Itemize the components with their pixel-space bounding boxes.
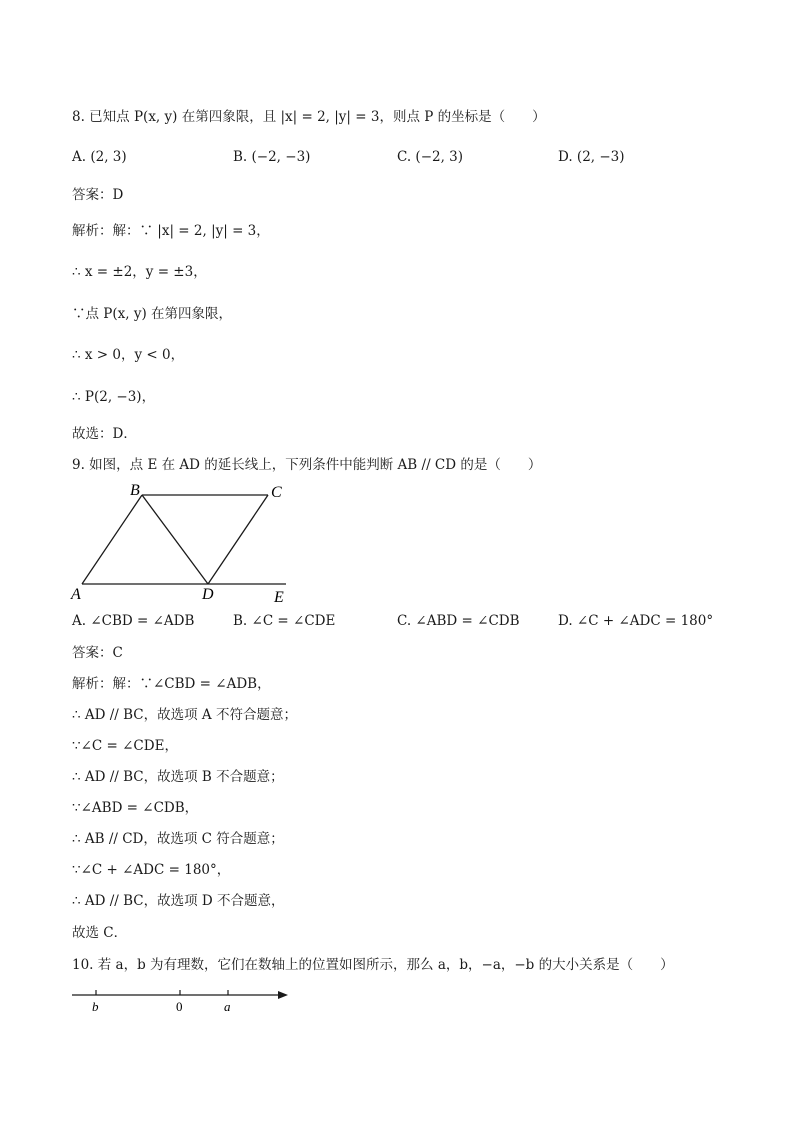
q9-option-b: B. ∠C = ∠CDE	[233, 613, 336, 629]
q9-option-d: D. ∠C + ∠ADC = 180°	[558, 613, 714, 629]
segment-cd	[208, 495, 268, 584]
q8-step-3: ∵点 P(x, y) 在第四象限，	[72, 306, 233, 322]
q10-stem: 10. 若 a，b 为有理数，它们在数轴上的位置如图所示，那么 a，b，−a，−b 的大小关系是（ ）	[72, 957, 674, 973]
label-c: C	[271, 484, 282, 501]
q9-stem: 9. 如图，点 E 在 AD 的延长线上，下列条件中能判断 AB // CD 的是（ ）	[72, 457, 542, 473]
q8-step-2: ∴ x = ±2，y = ±3，	[72, 264, 207, 280]
q9-step-6: ∴ AB // CD，故选项 C 符合题意；	[72, 831, 284, 847]
q9-step-4: ∴ AD // BC，故选项 B 不合题意；	[72, 769, 284, 785]
q8-option-d: D. (2, −3)	[558, 149, 625, 165]
q8-step-6: 故选：D．	[72, 426, 137, 442]
label-e: E	[274, 589, 284, 606]
q8-option-a: A. (2, 3)	[72, 149, 127, 165]
q8-step-4: ∴ x > 0，y < 0，	[72, 347, 185, 363]
q10-number-line	[66, 982, 306, 1022]
q9-figure-parallelogram	[66, 478, 306, 608]
label-a: a	[224, 999, 231, 1014]
label-zero: 0	[176, 999, 183, 1014]
q9-option-c: C. ∠ABD = ∠CDB	[397, 613, 520, 629]
q9-step-9: 故选 C．	[72, 925, 128, 941]
q9-answer: 答案：C	[72, 645, 123, 661]
q9-step-1: 解析：解：∵∠CBD = ∠ADB，	[72, 676, 271, 692]
q8-answer: 答案：D	[72, 187, 124, 203]
q8-option-b: B. (−2, −3)	[233, 149, 311, 165]
segment-bd	[142, 495, 208, 584]
segment-ab	[82, 495, 142, 584]
label-b: b	[92, 999, 99, 1014]
q8-stem: 8. 已知点 P(x, y) 在第四象限，且 |x| = 2, |y| = 3，则点 P 的坐标是（ ）	[72, 109, 546, 125]
label-b: B	[130, 482, 140, 499]
label-d: D	[202, 586, 214, 603]
label-a: A	[71, 586, 81, 603]
q9-step-2: ∴ AD // BC，故选项 A 不符合题意；	[72, 707, 297, 723]
q9-step-3: ∵∠C = ∠CDE，	[72, 738, 178, 754]
q9-step-8: ∴ AD // BC，故选项 D 不合题意，	[72, 893, 285, 909]
q9-option-a: A. ∠CBD = ∠ADB	[72, 613, 195, 629]
q9-step-7: ∵∠C + ∠ADC = 180°，	[72, 862, 231, 878]
q8-step-5: ∴ P(2, −3)，	[72, 389, 156, 405]
q9-step-5: ∵∠ABD = ∠CDB，	[72, 800, 199, 816]
arrow-right-icon	[278, 991, 288, 999]
q8-step-1: 解析：解：∵ |x| = 2, |y| = 3，	[72, 223, 270, 239]
q8-option-c: C. (−2, 3)	[397, 149, 464, 165]
